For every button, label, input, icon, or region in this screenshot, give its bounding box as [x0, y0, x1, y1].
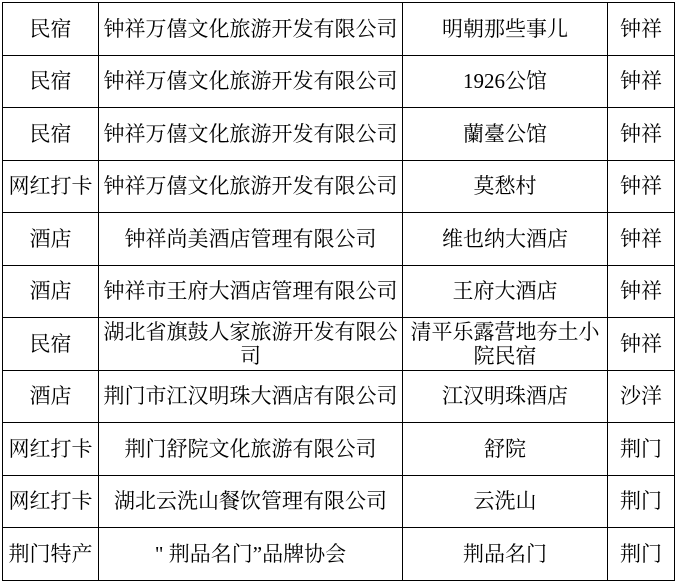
- table-row: [3, 528, 675, 581]
- cell-brand: 云洗山: [403, 475, 608, 528]
- cell-company: 钟祥万僖文化旅游开发有限公司: [99, 3, 403, 56]
- cell-category: 网红打卡: [3, 423, 99, 476]
- table-row: [3, 3, 675, 56]
- cell-region: 钟祥: [608, 160, 675, 213]
- table-row: [3, 265, 675, 318]
- cell-company: 钟祥市王府大酒店管理有限公司: [99, 265, 403, 318]
- cell-company: 荆门市江汉明珠大酒店有限公司: [99, 370, 403, 423]
- cell-category: 酒店: [3, 213, 99, 266]
- table-row: [3, 370, 675, 423]
- table-row: [3, 475, 675, 528]
- cell-company: 钟祥万僖文化旅游开发有限公司: [99, 108, 403, 161]
- cell-brand: 江汉明珠酒店: [403, 370, 608, 423]
- table-row: [3, 423, 675, 476]
- cell-category: 民宿: [3, 3, 99, 56]
- cell-brand: 1926公馆: [403, 55, 608, 108]
- table-row: [3, 160, 675, 213]
- cell-region: 钟祥: [608, 318, 675, 371]
- cell-brand: 莫愁村: [403, 160, 608, 213]
- cell-brand: 清平乐露营地夯土小院民宿: [403, 318, 608, 371]
- cell-category: 民宿: [3, 318, 99, 371]
- cell-brand: 维也纳大酒店: [403, 213, 608, 266]
- cell-region: 钟祥: [608, 213, 675, 266]
- cell-category: 网红打卡: [3, 475, 99, 528]
- cell-company: " 荆品名门”品牌协会: [99, 528, 403, 581]
- cell-company: 荆门舒院文化旅游有限公司: [99, 423, 403, 476]
- cell-category: 民宿: [3, 108, 99, 161]
- cell-region: 荆门: [608, 475, 675, 528]
- merchants-table: [2, 2, 675, 581]
- cell-region: 钟祥: [608, 3, 675, 56]
- cell-company: 湖北省旗鼓人家旅游开发有限公司: [99, 318, 403, 371]
- cell-category: 民宿: [3, 55, 99, 108]
- cell-company: 钟祥万僖文化旅游开发有限公司: [99, 160, 403, 213]
- cell-region: 荆门: [608, 423, 675, 476]
- cell-brand: 荆品名门: [403, 528, 608, 581]
- cell-company: 钟祥尚美酒店管理有限公司: [99, 213, 403, 266]
- cell-region: 钟祥: [608, 265, 675, 318]
- cell-brand: 舒院: [403, 423, 608, 476]
- cell-brand: 王府大酒店: [403, 265, 608, 318]
- cell-company: 湖北云洗山餐饮管理有限公司: [99, 475, 403, 528]
- cell-category: 网红打卡: [3, 160, 99, 213]
- cell-company: 钟祥万僖文化旅游开发有限公司: [99, 55, 403, 108]
- cell-category: 酒店: [3, 370, 99, 423]
- cell-category: 荆门特产: [3, 528, 99, 581]
- cell-brand: 明朝那些事儿: [403, 3, 608, 56]
- cell-region: 荆门: [608, 528, 675, 581]
- table-row: [3, 55, 675, 108]
- cell-region: 沙洋: [608, 370, 675, 423]
- table-row: [3, 108, 675, 161]
- cell-region: 钟祥: [608, 55, 675, 108]
- table-row: [3, 318, 675, 371]
- cell-category: 酒店: [3, 265, 99, 318]
- table-row: [3, 213, 675, 266]
- cell-region: 钟祥: [608, 108, 675, 161]
- merchants-table-body: [3, 3, 675, 581]
- cell-brand: 蘭臺公馆: [403, 108, 608, 161]
